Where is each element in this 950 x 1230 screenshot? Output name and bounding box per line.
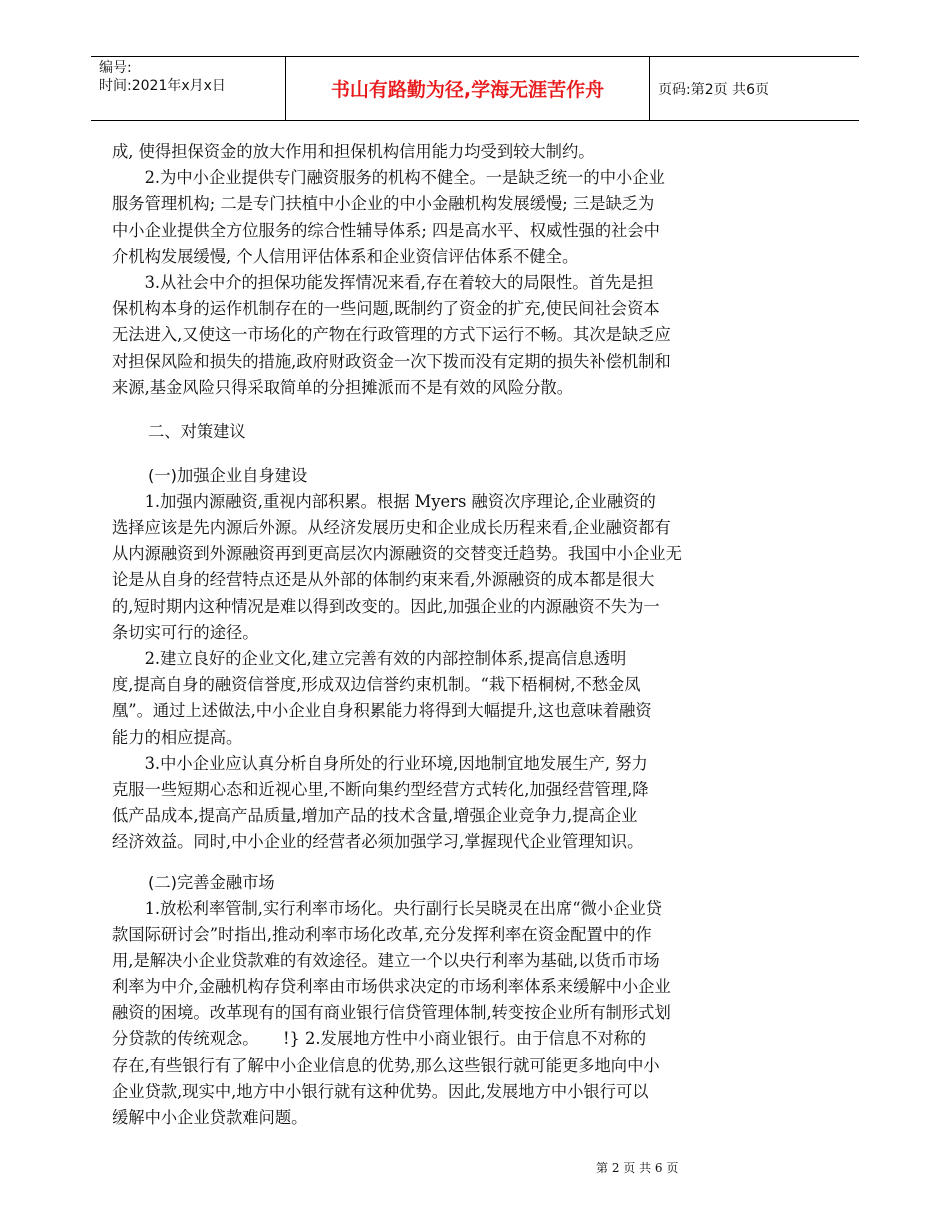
- text-line: 凰”。通过上述做法,中小企业自身积累能力将得到大幅提升,这也意味着融资: [112, 701, 652, 721]
- text-line: 服务管理机构; 二是专门扶植中小企业的中小金融机构发展缓慢; 三是缺乏为: [112, 194, 655, 214]
- text-line: 缓解中小企业贷款难问题。: [112, 1108, 308, 1127]
- text-line: 2.为中小企业提供专门融资服务的机构不健全。一是缺乏统一的中小企业: [112, 168, 665, 188]
- text-line: 保机构本身的运作机制存在的一些问题,既制约了资金的扩充,使民间社会资本: [112, 299, 660, 319]
- text-line: 来源,基金风险只得采取简单的分担摊派而不是有效的风险分散。: [112, 377, 574, 397]
- text-line: 3.从社会中介的担保功能发挥情况来看,存在着较大的局限性。首先是担: [112, 272, 654, 292]
- text-line: 融资的困境。改革现有的国有商业银行信贷管理体制,转变按企业所有制形式划: [112, 1003, 671, 1023]
- text-line: 中小企业提供全方位服务的综合性辅导体系; 四是高水平、权威性强的社会中: [112, 220, 660, 240]
- subsection-heading: (二)完善金融市场: [148, 872, 275, 892]
- text-line: 存在,有些银行有了解中小企业信息的优势,那么这些银行就可能更多地向中小: [112, 1055, 660, 1075]
- text-line: 企业贷款,现实中,地方中小银行就有这种优势。因此,发展地方中小银行可以: [112, 1081, 649, 1101]
- subsection-1-paragraphs: [112, 489, 769, 856]
- text-line: 2.建立良好的企业文化,建立完善有效的内部控制体系,提高信息透明: [112, 649, 627, 668]
- doc-time-label: 时间:2021年x月x日: [99, 78, 226, 94]
- text-line: 介机构发展缓慢, 个人信用评估体系和企业资信评估体系不健全。: [112, 246, 579, 266]
- subsection-heading: (一)加强企业自身建设: [148, 465, 308, 485]
- text-line: 度,提高自身的融资信誉度,形成双边信誉约束机制。“栽下梧桐树,不愁金凤: [112, 675, 641, 695]
- text-line: 论是从自身的经营特点还是从外部的体制约束来看,外源融资的成本都是很大: [112, 570, 655, 590]
- text-line: 能力的相应提高。: [112, 727, 243, 747]
- text-line: 选择应该是先内源后外源。从经济发展历史和企业成长历程来看,企业融资都有: [112, 518, 671, 538]
- page-header: [91, 56, 859, 121]
- text-line: 1.放松利率管制,实行利率市场化。央行副行长吴晓灵在出席“微小企业贷: [112, 898, 663, 918]
- text-line: 款国际研讨会”时指出,推动利率市场化改革,充分发挥利率在资金配置中的作: [112, 924, 652, 944]
- text-line: 条切实可行的途径。: [112, 622, 259, 642]
- text-line: 利率为中介,金融机构存贷利率由市场供求决定的市场利率体系来缓解中小企业: [112, 977, 671, 997]
- text-line: 经济效益。同时,中小企业的经营者必须加强学习,掌握现代企业管理知识。: [112, 832, 644, 852]
- header-page-label: 页码:第2页 共6页: [658, 81, 769, 98]
- text-line: 1.加强内源融资,重视内部积累。根据 Myers 融资次序理论,企业融资的: [112, 491, 656, 511]
- text-line: 克服一些短期心态和近视心里,不断向集约型经营方式转化,加强经营管理,降: [112, 779, 649, 799]
- text-line: 用,是解决小企业贷款难的有效途径。建立一个以央行利率为基础,以货币市场: [112, 950, 660, 970]
- text-line: 成, 使得担保资金的放大作用和担保机构信用能力均受到较大制约。: [112, 142, 595, 161]
- doc-number-label: 编号:: [99, 60, 132, 76]
- text-line: 分贷款的传统观念。 !} 2.发展地方性中小商业银行。由于信息不对称的: [112, 1029, 647, 1049]
- text-line: 3.中小企业应认真分析自身所处的行业环境,因地制宜地发展生产, 努力: [112, 753, 648, 773]
- text-line: 的,短时期内这种情况是难以得到改变的。因此,加强企业的内源融资不失为一: [112, 596, 660, 616]
- text-line: 对担保风险和损失的措施,政府财政资金一次下拨而没有定期的损失补偿机制和: [112, 351, 671, 371]
- header-meta: [91, 57, 286, 120]
- intro-paragraphs: [112, 139, 769, 401]
- header-motto: 书山有路勤为径,学海无涯苦作舟: [286, 57, 650, 120]
- page-footer: 第 2 页 共 6 页: [596, 1161, 679, 1175]
- document-body: [112, 139, 769, 1131]
- text-line: 无法进入,又使这一市场化的产物在行政管理的方式下运行不畅。其次是缺乏应: [112, 325, 671, 345]
- subsection-2-paragraphs: [112, 896, 769, 1132]
- section-heading: 二、对策建议: [148, 421, 246, 441]
- text-line: 从内源融资到外源融资再到更高层次内源融资的交替变迁趋势。我国中小企业无: [112, 544, 682, 564]
- text-line: 低产品成本,提高产品质量,增加产品的技术含量,增强企业竞争力,提高企业: [112, 806, 638, 826]
